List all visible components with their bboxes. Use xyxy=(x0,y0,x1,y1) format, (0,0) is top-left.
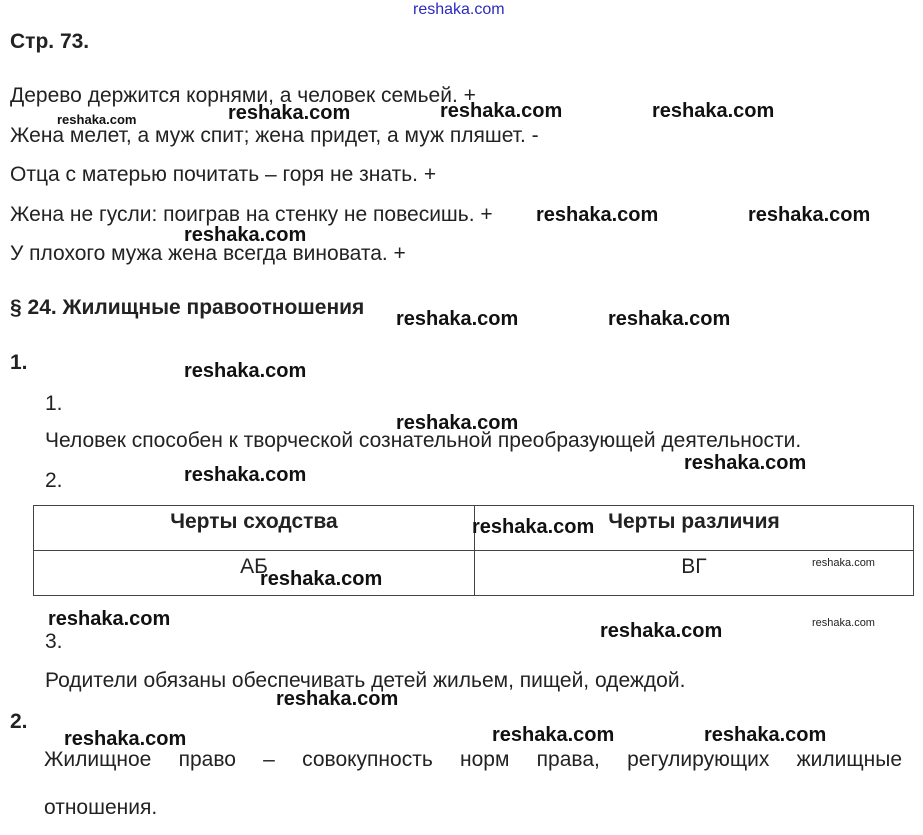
watermark: reshaka.com xyxy=(184,224,307,246)
watermark: reshaka.com xyxy=(276,688,399,710)
proverb-line: Отца с матерью почитать – горя не знать. + xyxy=(10,163,437,186)
proverb-line: Дерево держится корнями, а человек семьей. + xyxy=(10,84,476,107)
table-row xyxy=(34,551,914,596)
watermark: reshaka.com xyxy=(652,100,775,122)
watermark-small: reshaka.com xyxy=(812,617,875,629)
watermark: reshaka.com xyxy=(396,308,519,330)
item-number: 1. xyxy=(45,392,63,415)
watermark: reshaka.com xyxy=(184,464,307,486)
table-cell: ВГ xyxy=(475,551,914,596)
definition-text: Жилищное право – совокупность норм права, регулирующих жилищные xyxy=(44,748,902,771)
watermark: reshaka.com xyxy=(684,452,807,474)
watermark: reshaka.com xyxy=(748,204,871,226)
watermark-small: reshaka.com xyxy=(57,112,137,127)
page-label: Стр. 73. xyxy=(10,30,90,53)
task-number: 2. xyxy=(10,710,28,733)
task-number: 1. xyxy=(10,351,28,374)
watermark: reshaka.com xyxy=(396,412,519,434)
watermark: reshaka.com xyxy=(600,620,723,642)
watermark: reshaka.com xyxy=(472,516,595,538)
watermark: reshaka.com xyxy=(492,724,615,746)
watermark: reshaka.com xyxy=(48,608,171,630)
watermark-small: reshaka.com xyxy=(812,557,875,569)
watermark: reshaka.com xyxy=(64,728,187,750)
top-watermark: reshaka.com xyxy=(413,1,505,18)
item-number: 3. xyxy=(45,630,63,653)
proverb-line: У плохого мужа жена всегда виновата. + xyxy=(10,242,406,265)
item-number: 2. xyxy=(45,469,63,492)
watermark: reshaka.com xyxy=(260,568,383,590)
column-header-differences: Черты различия xyxy=(475,506,914,551)
proverb-line: Жена мелет, а муж спит; жена придет, а муж пляшет. - xyxy=(10,124,539,147)
watermark: reshaka.com xyxy=(184,360,307,382)
proverb-line: Жена не гусли: поиграв на стенку не повесишь. + xyxy=(10,203,493,226)
answer-text: Родители обязаны обеспечивать детей жильем, пищей, одеждой. xyxy=(45,669,686,692)
section-title: § 24. Жилищные правоотношения xyxy=(10,296,365,319)
column-header-similarities: Черты сходства xyxy=(34,506,475,551)
watermark: reshaka.com xyxy=(536,204,659,226)
watermark: reshaka.com xyxy=(608,308,731,330)
definition-text-end: отношения. xyxy=(44,796,158,819)
watermark: reshaka.com xyxy=(440,100,563,122)
answer-text: Человек способен к творческой сознательной преобразующей деятельности. xyxy=(45,429,802,452)
watermark: reshaka.com xyxy=(704,724,827,746)
table-cell: АБ xyxy=(34,551,475,596)
watermark: reshaka.com xyxy=(228,102,351,124)
